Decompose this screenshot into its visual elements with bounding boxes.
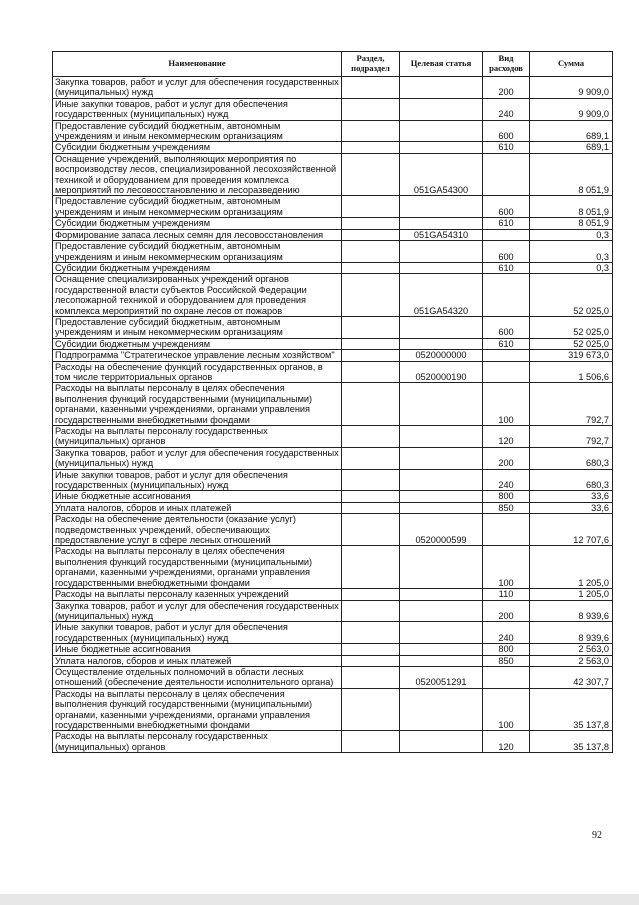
- cell-sum: 52 025,0: [530, 274, 613, 317]
- cell-expense-type: 850: [483, 655, 530, 666]
- scan-bottom-edge: [0, 894, 639, 905]
- cell-name: Субсидии бюджетным учреждениям: [53, 338, 342, 349]
- cell-target-article: [400, 546, 483, 589]
- table-row: [53, 589, 613, 600]
- cell-sum: 8 939,6: [530, 600, 613, 622]
- table-row: [53, 142, 613, 153]
- cell-section: [342, 98, 400, 120]
- cell-expense-type: 610: [483, 338, 530, 349]
- cell-target-article: [400, 600, 483, 622]
- cell-target-article: [400, 447, 483, 469]
- cell-expense-type: 100: [483, 383, 530, 426]
- cell-sum: 8 939,6: [530, 622, 613, 644]
- cell-sum: 52 025,0: [530, 316, 613, 338]
- cell-target-article: [400, 98, 483, 120]
- cell-target-article: 051GA54310: [400, 229, 483, 240]
- header-expense-type: Вид расходов: [483, 52, 530, 77]
- cell-section: [342, 514, 400, 546]
- cell-expense-type: 100: [483, 688, 530, 731]
- cell-target-article: 051GA54300: [400, 153, 483, 196]
- cell-name: Расходы на обеспечение деятельности (оказание услуг) подведомственных учреждений, обеспечивающих предоставление услуг в сфере лесных отношений: [53, 514, 342, 546]
- table-row: [53, 469, 613, 491]
- table-row: [53, 120, 613, 142]
- cell-sum: 792,7: [530, 426, 613, 448]
- cell-expense-type: [483, 350, 530, 361]
- cell-section: [342, 469, 400, 491]
- cell-target-article: [400, 491, 483, 502]
- table-body: [53, 77, 613, 753]
- page-number: 92: [592, 830, 602, 841]
- table-row: [53, 666, 613, 688]
- cell-section: [342, 316, 400, 338]
- cell-target-article: [400, 655, 483, 666]
- cell-expense-type: 240: [483, 622, 530, 644]
- cell-section: [342, 77, 400, 99]
- header-target-article: Целевая статья: [400, 52, 483, 77]
- cell-section: [342, 666, 400, 688]
- cell-expense-type: 600: [483, 241, 530, 263]
- cell-name: Иные закупки товаров, работ и услуг для обеспечения государственных (муниципальных) нужд: [53, 98, 342, 120]
- cell-expense-type: 200: [483, 447, 530, 469]
- cell-sum: 1 205,0: [530, 546, 613, 589]
- cell-name: Иные закупки товаров, работ и услуг для обеспечения государственных (муниципальных) нужд: [53, 469, 342, 491]
- cell-name: Субсидии бюджетным учреждениям: [53, 262, 342, 273]
- cell-target-article: [400, 142, 483, 153]
- cell-target-article: [400, 196, 483, 218]
- cell-target-article: [400, 77, 483, 99]
- cell-expense-type: 110: [483, 589, 530, 600]
- cell-section: [342, 426, 400, 448]
- cell-name: Расходы на выплаты персоналу государственных (муниципальных) органов: [53, 731, 342, 753]
- cell-name: Иные бюджетные ассигнования: [53, 644, 342, 655]
- header-sum: Сумма: [530, 52, 613, 77]
- table-row: [53, 644, 613, 655]
- table-row: [53, 274, 613, 317]
- cell-section: [342, 229, 400, 240]
- cell-sum: 689,1: [530, 142, 613, 153]
- table-row: [53, 262, 613, 273]
- cell-section: [342, 589, 400, 600]
- cell-section: [342, 350, 400, 361]
- cell-section: [342, 262, 400, 273]
- table-row: [53, 361, 613, 383]
- cell-section: [342, 655, 400, 666]
- budget-table-container: [52, 51, 612, 753]
- cell-name: Предоставление субсидий бюджетным, автономным учреждениям и иным некоммерческим организациям: [53, 241, 342, 263]
- cell-name: Расходы на обеспечение функций государственных органов, в том числе территориальных органов: [53, 361, 342, 383]
- cell-section: [342, 218, 400, 229]
- table-row: [53, 338, 613, 349]
- table-row: [53, 600, 613, 622]
- cell-expense-type: 100: [483, 546, 530, 589]
- table-header-row: [53, 52, 613, 77]
- cell-section: [342, 644, 400, 655]
- cell-section: [342, 502, 400, 513]
- cell-sum: 2 563,0: [530, 644, 613, 655]
- cell-section: [342, 546, 400, 589]
- cell-name: Расходы на выплаты персоналу государственных (муниципальных) органов: [53, 426, 342, 448]
- cell-name: Закупка товаров, работ и услуг для обеспечения государственных (муниципальных) нужд: [53, 77, 342, 99]
- cell-name: Оснащение учреждений, выполняющих мероприятия по воспроизводству лесов, специализированной лесохозяйственной техникой и оборудованием для проведения комплекса мероприятий по лесовосстановлению и лесоразведению: [53, 153, 342, 196]
- cell-sum: 9 909,0: [530, 77, 613, 99]
- cell-expense-type: 600: [483, 196, 530, 218]
- table-row: [53, 491, 613, 502]
- table-row: [53, 622, 613, 644]
- cell-sum: 33,6: [530, 502, 613, 513]
- cell-name: Уплата налогов, сборов и иных платежей: [53, 502, 342, 513]
- cell-section: [342, 241, 400, 263]
- cell-section: [342, 731, 400, 753]
- cell-target-article: [400, 426, 483, 448]
- cell-section: [342, 491, 400, 502]
- cell-sum: 319 673,0: [530, 350, 613, 361]
- table-row: [53, 77, 613, 99]
- cell-expense-type: [483, 229, 530, 240]
- cell-name: Предоставление субсидий бюджетным, автономным учреждениям и иным некоммерческим организациям: [53, 120, 342, 142]
- cell-name: Закупка товаров, работ и услуг для обеспечения государственных (муниципальных) нужд: [53, 600, 342, 622]
- table-row: [53, 426, 613, 448]
- cell-target-article: [400, 622, 483, 644]
- cell-sum: 0,3: [530, 262, 613, 273]
- cell-target-article: 0520051291: [400, 666, 483, 688]
- cell-target-article: 051GA54320: [400, 274, 483, 317]
- table-row: [53, 241, 613, 263]
- cell-sum: 2 563,0: [530, 655, 613, 666]
- cell-expense-type: [483, 666, 530, 688]
- cell-section: [342, 688, 400, 731]
- table-row: [53, 229, 613, 240]
- cell-target-article: [400, 469, 483, 491]
- cell-expense-type: [483, 274, 530, 317]
- cell-target-article: 0520000599: [400, 514, 483, 546]
- cell-sum: 0,3: [530, 241, 613, 263]
- cell-section: [342, 153, 400, 196]
- cell-name: Расходы на выплаты персоналу казенных учреждений: [53, 589, 342, 600]
- cell-expense-type: 120: [483, 731, 530, 753]
- cell-sum: 42 307,7: [530, 666, 613, 688]
- header-name: Наименование: [53, 52, 342, 77]
- cell-name: Подпрограмма "Стратегическое управление лесным хозяйством": [53, 350, 342, 361]
- cell-target-article: [400, 338, 483, 349]
- cell-expense-type: 240: [483, 98, 530, 120]
- cell-name: Иные бюджетные ассигнования: [53, 491, 342, 502]
- cell-sum: 0,3: [530, 229, 613, 240]
- cell-sum: 35 137,8: [530, 688, 613, 731]
- cell-expense-type: 200: [483, 600, 530, 622]
- cell-sum: 33,6: [530, 491, 613, 502]
- cell-expense-type: 600: [483, 316, 530, 338]
- cell-target-article: [400, 262, 483, 273]
- cell-section: [342, 361, 400, 383]
- cell-expense-type: 800: [483, 644, 530, 655]
- cell-section: [342, 142, 400, 153]
- cell-sum: 8 051,9: [530, 153, 613, 196]
- cell-name: Предоставление субсидий бюджетным, автономным учреждениям и иным некоммерческим организациям: [53, 196, 342, 218]
- cell-section: [342, 338, 400, 349]
- cell-sum: 1 506,6: [530, 361, 613, 383]
- cell-sum: 52 025,0: [530, 338, 613, 349]
- cell-name: Оснащение специализированных учреждений органов государственной власти субъектов Российской Федерации лесопожарной техникой и оборудованием для проведения комплекса мероприятий по охране лесов от пожаров: [53, 274, 342, 317]
- header-section: Раздел, подраздел: [342, 52, 400, 77]
- table-row: [53, 153, 613, 196]
- cell-expense-type: 610: [483, 218, 530, 229]
- cell-sum: 9 909,0: [530, 98, 613, 120]
- table-row: [53, 731, 613, 753]
- cell-expense-type: 600: [483, 120, 530, 142]
- cell-section: [342, 622, 400, 644]
- cell-target-article: [400, 120, 483, 142]
- cell-expense-type: 120: [483, 426, 530, 448]
- cell-expense-type: [483, 361, 530, 383]
- cell-target-article: [400, 644, 483, 655]
- cell-expense-type: 850: [483, 502, 530, 513]
- cell-section: [342, 383, 400, 426]
- cell-name: Расходы на выплаты персоналу в целях обеспечения выполнения функций государственными (муниципальными) органами, казенными учреждениями, органами управления государственными внебюджетными фондами: [53, 688, 342, 731]
- cell-target-article: [400, 589, 483, 600]
- cell-name: Закупка товаров, работ и услуг для обеспечения государственных (муниципальных) нужд: [53, 447, 342, 469]
- cell-expense-type: 800: [483, 491, 530, 502]
- cell-name: Расходы на выплаты персоналу в целях обеспечения выполнения функций государственными (муниципальными) органами, казенными учреждениями, органами управления государственными внебюджетными фондами: [53, 546, 342, 589]
- table-row: [53, 447, 613, 469]
- table-row: [53, 688, 613, 731]
- table-row: [53, 98, 613, 120]
- cell-section: [342, 274, 400, 317]
- cell-target-article: 0520000190: [400, 361, 483, 383]
- cell-expense-type: [483, 153, 530, 196]
- table-row: [53, 546, 613, 589]
- cell-name: Расходы на выплаты персоналу в целях обеспечения выполнения функций государственными (муниципальными) органами, казенными учреждениями, органами управления государственными внебюджетными фондами: [53, 383, 342, 426]
- cell-sum: 689,1: [530, 120, 613, 142]
- cell-sum: 680,3: [530, 469, 613, 491]
- cell-target-article: 0520000000: [400, 350, 483, 361]
- cell-sum: 35 137,8: [530, 731, 613, 753]
- cell-target-article: [400, 502, 483, 513]
- cell-name: Осуществление отдельных полномочий в области лесных отношений (обеспечение деятельности исполнительного органа): [53, 666, 342, 688]
- cell-section: [342, 120, 400, 142]
- table-row: [53, 502, 613, 513]
- table-row: [53, 350, 613, 361]
- table-row: [53, 316, 613, 338]
- cell-target-article: [400, 731, 483, 753]
- cell-expense-type: 240: [483, 469, 530, 491]
- cell-target-article: [400, 688, 483, 731]
- cell-target-article: [400, 218, 483, 229]
- table-row: [53, 514, 613, 546]
- cell-name: Иные закупки товаров, работ и услуг для обеспечения государственных (муниципальных) нужд: [53, 622, 342, 644]
- cell-target-article: [400, 383, 483, 426]
- cell-name: Предоставление субсидий бюджетным, автономным учреждениям и иным некоммерческим организациям: [53, 316, 342, 338]
- cell-section: [342, 447, 400, 469]
- cell-name: Субсидии бюджетным учреждениям: [53, 142, 342, 153]
- cell-sum: 680,3: [530, 447, 613, 469]
- cell-sum: 8 051,9: [530, 196, 613, 218]
- budget-table: [52, 51, 613, 753]
- cell-name: Формирование запаса лесных семян для лесовосстановления: [53, 229, 342, 240]
- cell-section: [342, 196, 400, 218]
- cell-name: Субсидии бюджетным учреждениям: [53, 218, 342, 229]
- cell-sum: 792,7: [530, 383, 613, 426]
- cell-expense-type: 610: [483, 262, 530, 273]
- cell-sum: 1 205,0: [530, 589, 613, 600]
- cell-target-article: [400, 241, 483, 263]
- cell-sum: 12 707,6: [530, 514, 613, 546]
- cell-expense-type: [483, 514, 530, 546]
- cell-sum: 8 051,9: [530, 218, 613, 229]
- table-row: [53, 196, 613, 218]
- table-row: [53, 218, 613, 229]
- cell-expense-type: 610: [483, 142, 530, 153]
- cell-name: Уплата налогов, сборов и иных платежей: [53, 655, 342, 666]
- cell-expense-type: 200: [483, 77, 530, 99]
- table-row: [53, 655, 613, 666]
- cell-target-article: [400, 316, 483, 338]
- table-row: [53, 383, 613, 426]
- cell-section: [342, 600, 400, 622]
